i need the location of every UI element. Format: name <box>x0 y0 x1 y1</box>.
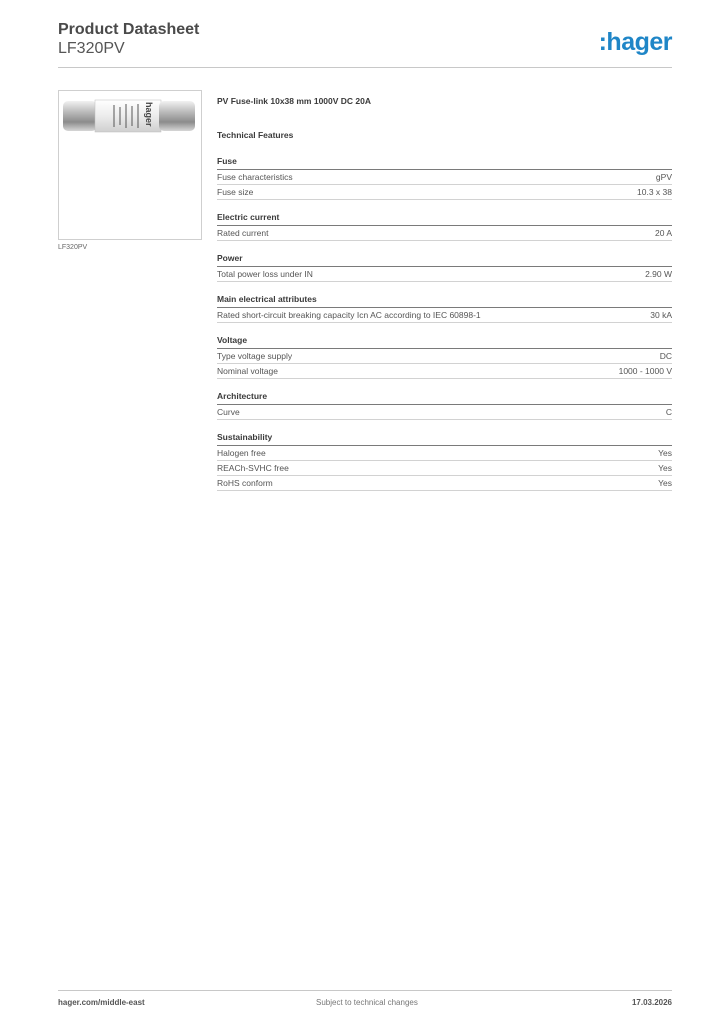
spec-label: Fuse characteristics <box>217 172 293 182</box>
section-heading: Fuse <box>217 156 672 170</box>
spec-label: RoHS conform <box>217 478 273 488</box>
section-heading: Sustainability <box>217 432 672 446</box>
spec-value: C <box>665 407 672 417</box>
spec-section <box>217 156 672 200</box>
spec-value: 2.90 W <box>645 269 672 279</box>
spec-row <box>217 308 672 323</box>
footer-divider <box>58 990 672 991</box>
spec-label: Type voltage supply <box>217 351 293 361</box>
spec-section <box>217 212 672 241</box>
spec-value: Yes <box>658 463 672 473</box>
spec-row <box>217 446 672 461</box>
spec-section <box>217 253 672 282</box>
spec-row <box>217 364 672 379</box>
footer-website: hager.com/middle-east <box>58 998 145 1007</box>
spec-row <box>217 476 672 491</box>
spec-label: Total power loss under IN <box>217 269 313 279</box>
spec-row <box>217 349 672 364</box>
spec-value: gPV <box>655 172 672 182</box>
spec-row <box>217 226 672 241</box>
spec-value: DC <box>659 351 672 361</box>
spec-section <box>217 335 672 379</box>
spec-value: 1000 - 1000 V <box>618 366 672 376</box>
spec-label: Rated current <box>217 228 269 238</box>
spec-value: 20 A <box>654 228 672 238</box>
image-caption: LF320PV <box>58 244 88 251</box>
page-title: Product Datasheet <box>58 21 200 38</box>
spec-section <box>217 294 672 323</box>
spec-value: 30 kA <box>650 310 672 320</box>
section-heading: Architecture <box>217 391 672 405</box>
section-heading: Power <box>217 253 672 267</box>
spec-value: Yes <box>658 448 672 458</box>
spec-row <box>217 405 672 420</box>
page-header <box>58 20 199 58</box>
spec-label: Fuse size <box>217 187 254 197</box>
hager-logo: :hager <box>598 28 672 56</box>
spec-row <box>217 461 672 476</box>
section-heading: Electric current <box>217 212 672 226</box>
product-title: PV Fuse-link 10x38 mm 1000V DC 20A <box>217 96 372 106</box>
spec-label: Rated short-circuit breaking capacity Icn AC according to IEC 60898-1 <box>217 310 481 320</box>
footer-note: Subject to technical changes <box>316 998 418 1007</box>
spec-section <box>217 391 672 420</box>
technical-features-heading: Technical Features <box>217 130 294 140</box>
spec-section <box>217 432 672 491</box>
fuse-brand-print: hager <box>144 102 154 127</box>
spec-label: Halogen free <box>217 448 266 458</box>
product-image <box>58 90 202 240</box>
section-heading: Voltage <box>217 335 672 349</box>
footer-date: 17.03.2026 <box>631 998 672 1007</box>
spec-value: Yes <box>658 478 672 488</box>
spec-label: Nominal voltage <box>217 366 278 376</box>
spec-label: Curve <box>217 407 240 417</box>
spec-row <box>217 170 672 185</box>
spec-content <box>217 96 672 491</box>
header-divider <box>58 67 672 68</box>
product-code: LF320PV <box>58 40 125 57</box>
section-heading: Main electrical attributes <box>217 294 672 308</box>
spec-row <box>217 267 672 282</box>
fuse-image <box>59 91 201 239</box>
spec-value: 10.3 x 38 <box>637 187 672 197</box>
spec-row <box>217 185 672 200</box>
spec-sections <box>217 156 672 491</box>
spec-label: REACh-SVHC free <box>217 463 289 473</box>
